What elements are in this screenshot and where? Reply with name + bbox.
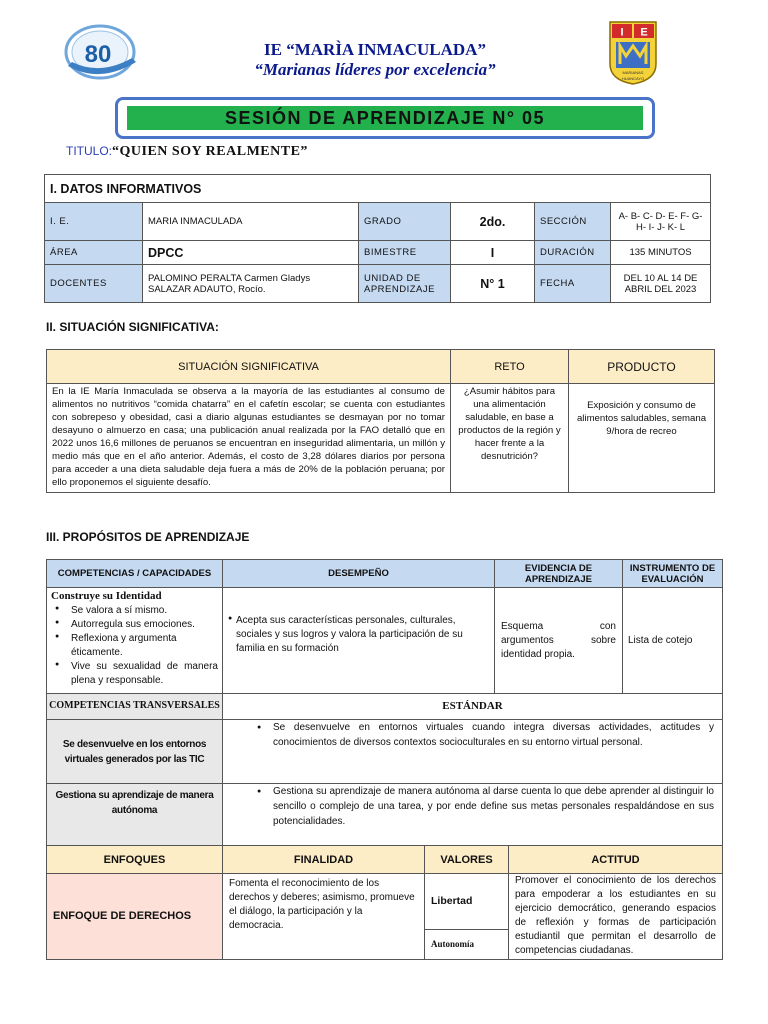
situacion-text: En la IE María Inmaculada se observa a la mayoría de las estudiantes al consumo de alimentos no nutritivos “comida chatarra” en el cafetín escolar; se cuenta con estudiantes con sobrepeso y obesidad, casi a diario algunas estudiantes se desmayan por no tomar desayuno o almuerzo en casa; una publicación anual realizada por la FAO detalló que en 2022 unos 16,6 millones de peruanos se encuentran en inseguridad alimentaria, un millón y medio más que en el año anterior. Además, el costo de 3,28 dólares diarios por persona para acceder a una dieta saludable deja fuera a más de 20% de la población peruana; por ello proponemos el siguiente desafío. — [47, 384, 451, 493]
docentes-label: DOCENTES — [45, 265, 143, 303]
valor-libertad: Libertad — [425, 874, 509, 930]
school-shield-icon — [608, 20, 658, 86]
anniversary-logo — [58, 22, 142, 84]
desempeno-text: Acepta sus características personales, culturales, sociales y sus logros y valora la participación de su familia en su formación — [236, 615, 463, 654]
col-enfoques: ENFOQUES — [47, 846, 223, 874]
evidencia-text: Esquema con argumentos sobre identidad propia. — [495, 588, 623, 694]
session-title: SESIÓN DE APRENDIZAJE N° 05 — [127, 106, 643, 130]
transversal-estandar — [223, 720, 723, 784]
capacidad-item: ● Vive su sexualidad de manera plena y responsable. — [51, 660, 218, 688]
col-instrumento: INSTRUMENTO DE EVALUACIÓN — [623, 560, 723, 588]
docente-1: PALOMINO PERALTA Carmen Gladys — [148, 272, 311, 284]
school-motto: “Marianas líderes por excelencia” — [254, 60, 496, 79]
bimestre-label: BIMESTRE — [359, 241, 451, 265]
shield-letter-e: E — [640, 26, 648, 39]
capacidad-item: ● Reflexiona y argumenta éticamente. — [51, 632, 218, 660]
docente-2: SALAZAR ADAUTO, Rocío. — [148, 283, 266, 295]
transversal-estandar-text: Gestiona su aprendizaje de manera autónoma al darse cuenta lo que debe aprender al distinguir lo sencillo o complejo de una tarea, y por ende define sus metas personales respaldándose en sus potencialidades. — [273, 786, 714, 827]
grado-value: 2do. — [451, 203, 535, 241]
col-estandar: ESTÁNDAR — [223, 694, 723, 720]
transversales-table — [46, 693, 723, 846]
col-competencias: COMPETENCIAS / CAPACIDADES — [47, 560, 223, 588]
col-producto: PRODUCTO — [569, 350, 715, 384]
area-value: DPCC — [143, 241, 359, 265]
col-situacion: SITUACIÓN SIGNIFICATIVA — [47, 350, 451, 384]
capacidad-item: ● Autorregula sus emociones. — [51, 618, 218, 632]
col-finalidad: FINALIDAD — [223, 846, 425, 874]
seccion-value: A- B- C- D- E- F- G- H- I- J- K- L — [611, 203, 711, 241]
ie-label: I. E. — [45, 203, 143, 241]
situacion-heading: II. SITUACIÓN SIGNIFICATIVA: — [46, 320, 219, 334]
anniversary-number: 80 — [84, 41, 112, 68]
col-valores: VALORES — [425, 846, 509, 874]
col-transversales: COMPETENCIAS TRANSVERSALES — [47, 694, 223, 720]
col-actitud: ACTITUD — [509, 846, 723, 874]
fecha-value: DEL 10 AL 14 DE ABRIL DEL 2023 — [611, 265, 711, 303]
titulo-value: “QUIEN SOY REALMENTE” — [112, 144, 308, 159]
grado-label: GRADO — [359, 203, 451, 241]
shield-footer: HUANCAYO — [621, 76, 645, 81]
school-name: IE “MARÌA INMACULADA” — [264, 40, 486, 59]
session-title-frame — [115, 97, 655, 139]
capacidades-list — [51, 604, 218, 688]
fecha-label: FECHA — [535, 265, 611, 303]
bullet-icon: ● — [257, 788, 262, 795]
instrumento-text: Lista de cotejo — [623, 588, 723, 694]
datos-heading: I. DATOS INFORMATIVOS — [45, 175, 711, 203]
enfoque-name: ENFOQUE DE DERECHOS — [47, 874, 223, 960]
propositos-heading: III. PROPÓSITOS DE APRENDIZAJE — [46, 530, 250, 544]
docentes-value — [143, 265, 359, 303]
bimestre-value: I — [451, 241, 535, 265]
propositos-table — [46, 559, 723, 694]
seccion-label: SECCIÓN — [535, 203, 611, 241]
duracion-value: 135 MINUTOS — [611, 241, 711, 265]
bullet-icon: ● — [228, 615, 233, 622]
col-reto: RETO — [451, 350, 569, 384]
reto-text: ¿Asumir hábitos para una alimentación saludable, en base a productos de la región y hacer frente a la desnutrición? — [451, 384, 569, 493]
col-evidencia: EVIDENCIA DE APRENDIZAJE — [495, 560, 623, 588]
situacion-table — [46, 349, 715, 493]
datos-informativos-table — [44, 174, 711, 303]
unidad-value: N° 1 — [451, 265, 535, 303]
capacidad-item: ● Se valora a sí mismo. — [51, 604, 218, 618]
desempeno-item — [228, 614, 489, 656]
shield-letter-i: I — [620, 26, 624, 39]
titulo-label: TITULO: — [66, 144, 113, 158]
bullet-icon: ● — [257, 724, 262, 731]
area-label: ÁREA — [45, 241, 143, 265]
shield-caption: MARIANAS — [622, 70, 644, 75]
transversal-estandar-text: Se desenvuelve en entornos virtuales cuando integra diversas actividades, actitudes y conocimientos de diversos contextos socioculturales en su entorno virtual personal. — [273, 722, 714, 748]
enfoques-table — [46, 845, 723, 960]
actitud-text: Promover el conocimiento de los derechos para empoderar a los estudiantes en su ejercicio democrático, generando espacios de reflexión y formas de participación estudiantil que permitan el desarrollo de competencias ciudadanas. — [509, 874, 723, 960]
valor-autonomia: Autonomía — [425, 930, 509, 960]
transversal-estandar — [223, 784, 723, 846]
duracion-label: DURACIÓN — [535, 241, 611, 265]
producto-text: Exposición y consumo de alimentos saludables, semana 9/hora de recreo — [569, 384, 715, 493]
transversal-competencia: Se desenvuelve en los entornos virtuales generados por las TIC — [47, 720, 223, 784]
finalidad-text: Fomenta el reconocimiento de los derechos y deberes; asimismo, promueve el diálogo, la participación y la democracia. — [223, 874, 425, 960]
unidad-label: UNIDAD DE APRENDIZAJE — [359, 265, 451, 303]
ie-value: MARIA INMACULADA — [143, 203, 359, 241]
titulo-row — [66, 144, 308, 160]
transversal-competencia: Gestiona su aprendizaje de manera autónoma — [47, 784, 223, 846]
competencia-title: Construye su Identidad — [51, 590, 162, 602]
col-desempeno: DESEMPEÑO — [223, 560, 495, 588]
